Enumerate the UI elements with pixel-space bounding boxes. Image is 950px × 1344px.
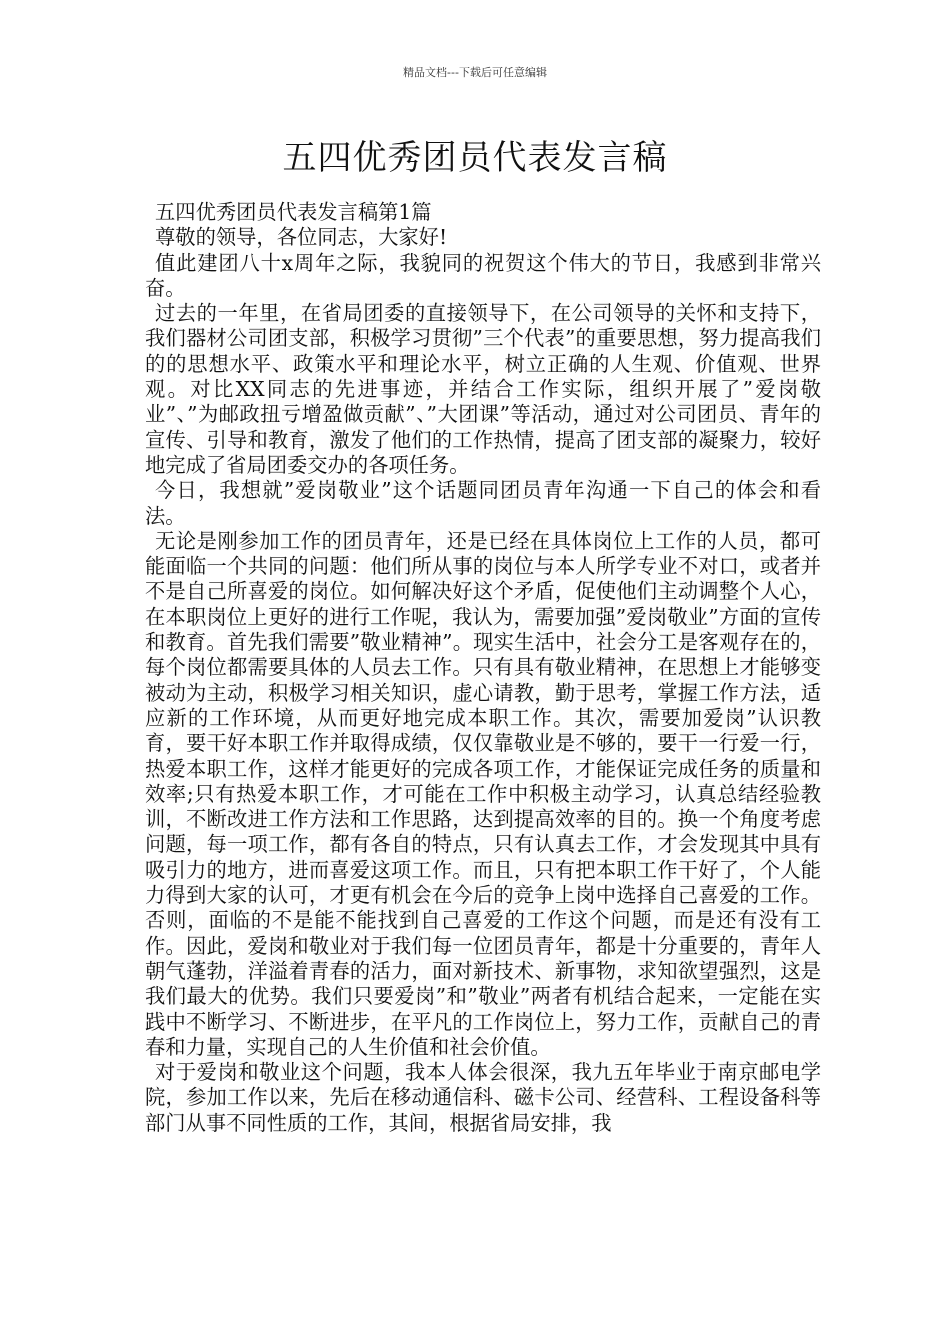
paragraph-personal-experience: 对于爱岗和敬业这个问题，我本人体会很深，我九五年毕业于南京邮电学院，参加工作以来，先后在移动通信科、磁卡公司、经营科、工程设备科等部门从事不同性质的工作，其间，根据省局安排，我 (145, 1060, 821, 1135)
paragraph-greeting: 尊敬的领导，各位同志，大家好! (155, 225, 448, 250)
section-subtitle: 五四优秀团员代表发言稿第1篇 (155, 200, 432, 224)
document-body (145, 200, 821, 1136)
header-note: 精品文档---下载后可任意编辑 (403, 66, 547, 79)
paragraph-topic: 今日，我想就”爱岗敬业”这个话题同团员青年沟通一下自己的体会和看法。 (145, 478, 821, 528)
paragraph-past-year: 过去的一年里，在省局团委的直接领导下，在公司领导的关怀和支持下，我们器材公司团支部，积极学习贯彻”三个代表”的重要思想，努力提高我们的的思想水平、政策水平和理论水平，树立正确的人生观、价值观、世界观。对比XX同志的先进事迹，并结合工作实际，组织开展了”爱岗敬业”、”为邮政扭亏增盈做贡献”、”大团课”等活动，通过对公司团员、青年的宣传、引导和教育，激发了他们的工作热情，提高了团支部的凝聚力，较好地完成了省局团委交办的各项任务。 (145, 301, 821, 477)
paragraph-anniversary: 值此建团八十x周年之际，我貌同的祝贺这个伟大的节日，我感到非常兴奋。 (145, 250, 821, 300)
paragraph-main-argument: 无论是刚参加工作的团员青年，还是已经在具体岗位上工作的人员，都可能面临一个共同的问题：他们所从事的岗位与本人所学专业不对口，或者并不是自己所喜爱的岗位。如何解决好这个矛盾，促使他们主动调整个人心，在本职岗位上更好的进行工作呢，我认为，需要加强”爱岗敬业”方面的宣传和教育。首先我们需要”敬业精神”。现实生活中，社会分工是客观存在的，每个岗位都需要具体的人员去工作。只有具有敬业精神，在思想上才能够变被动为主动，积极学习相关知识，虚心请教，勤于思考，掌握工作方法，适应新的工作环境，从而更好地完成本职工作。其次，需要加爱岗”认识教育，要干好本职工作并取得成绩，仅仅靠敬业是不够的，要干一行爱一行，热爱本职工作，这样才能更好的完成各项工作，才能保证完成任务的质量和效率;只有热爱本职工作，才可能在工作中积极主动学习，认真总结经验教训，不断改进工作方法和工作思路，达到提高效率的目的。换一个角度考虑问题，每一项工作，都有各自的特点，只有认真去工作，才会发现其中具有吸引力的地方，进而喜爱这项工作。而且，只有把本职工作干好了，个人能力得到大家的认可，才更有机会在今后的竞争上岗中选择自己喜爱的工作。否则，面临的不是能不能找到自己喜爱的工作这个问题，而是还有没有工作。因此，爱岗和敬业对于我们每一位团员青年，都是十分重要的，青年人朝气蓬勃，洋溢着青春的活力，面对新技术、新事物，求知欲望强烈，这是我们最大的优势。我们只要爱岗”和”敬业”两者有机结合起来，一定能在实践中不断学习、不断进步，在平凡的工作岗位上，努力工作，贡献自己的青春和力量，实现自己的人生价值和社会价值。 (145, 528, 821, 1059)
document-title: 五四优秀团员代表发言稿 (282, 138, 668, 178)
